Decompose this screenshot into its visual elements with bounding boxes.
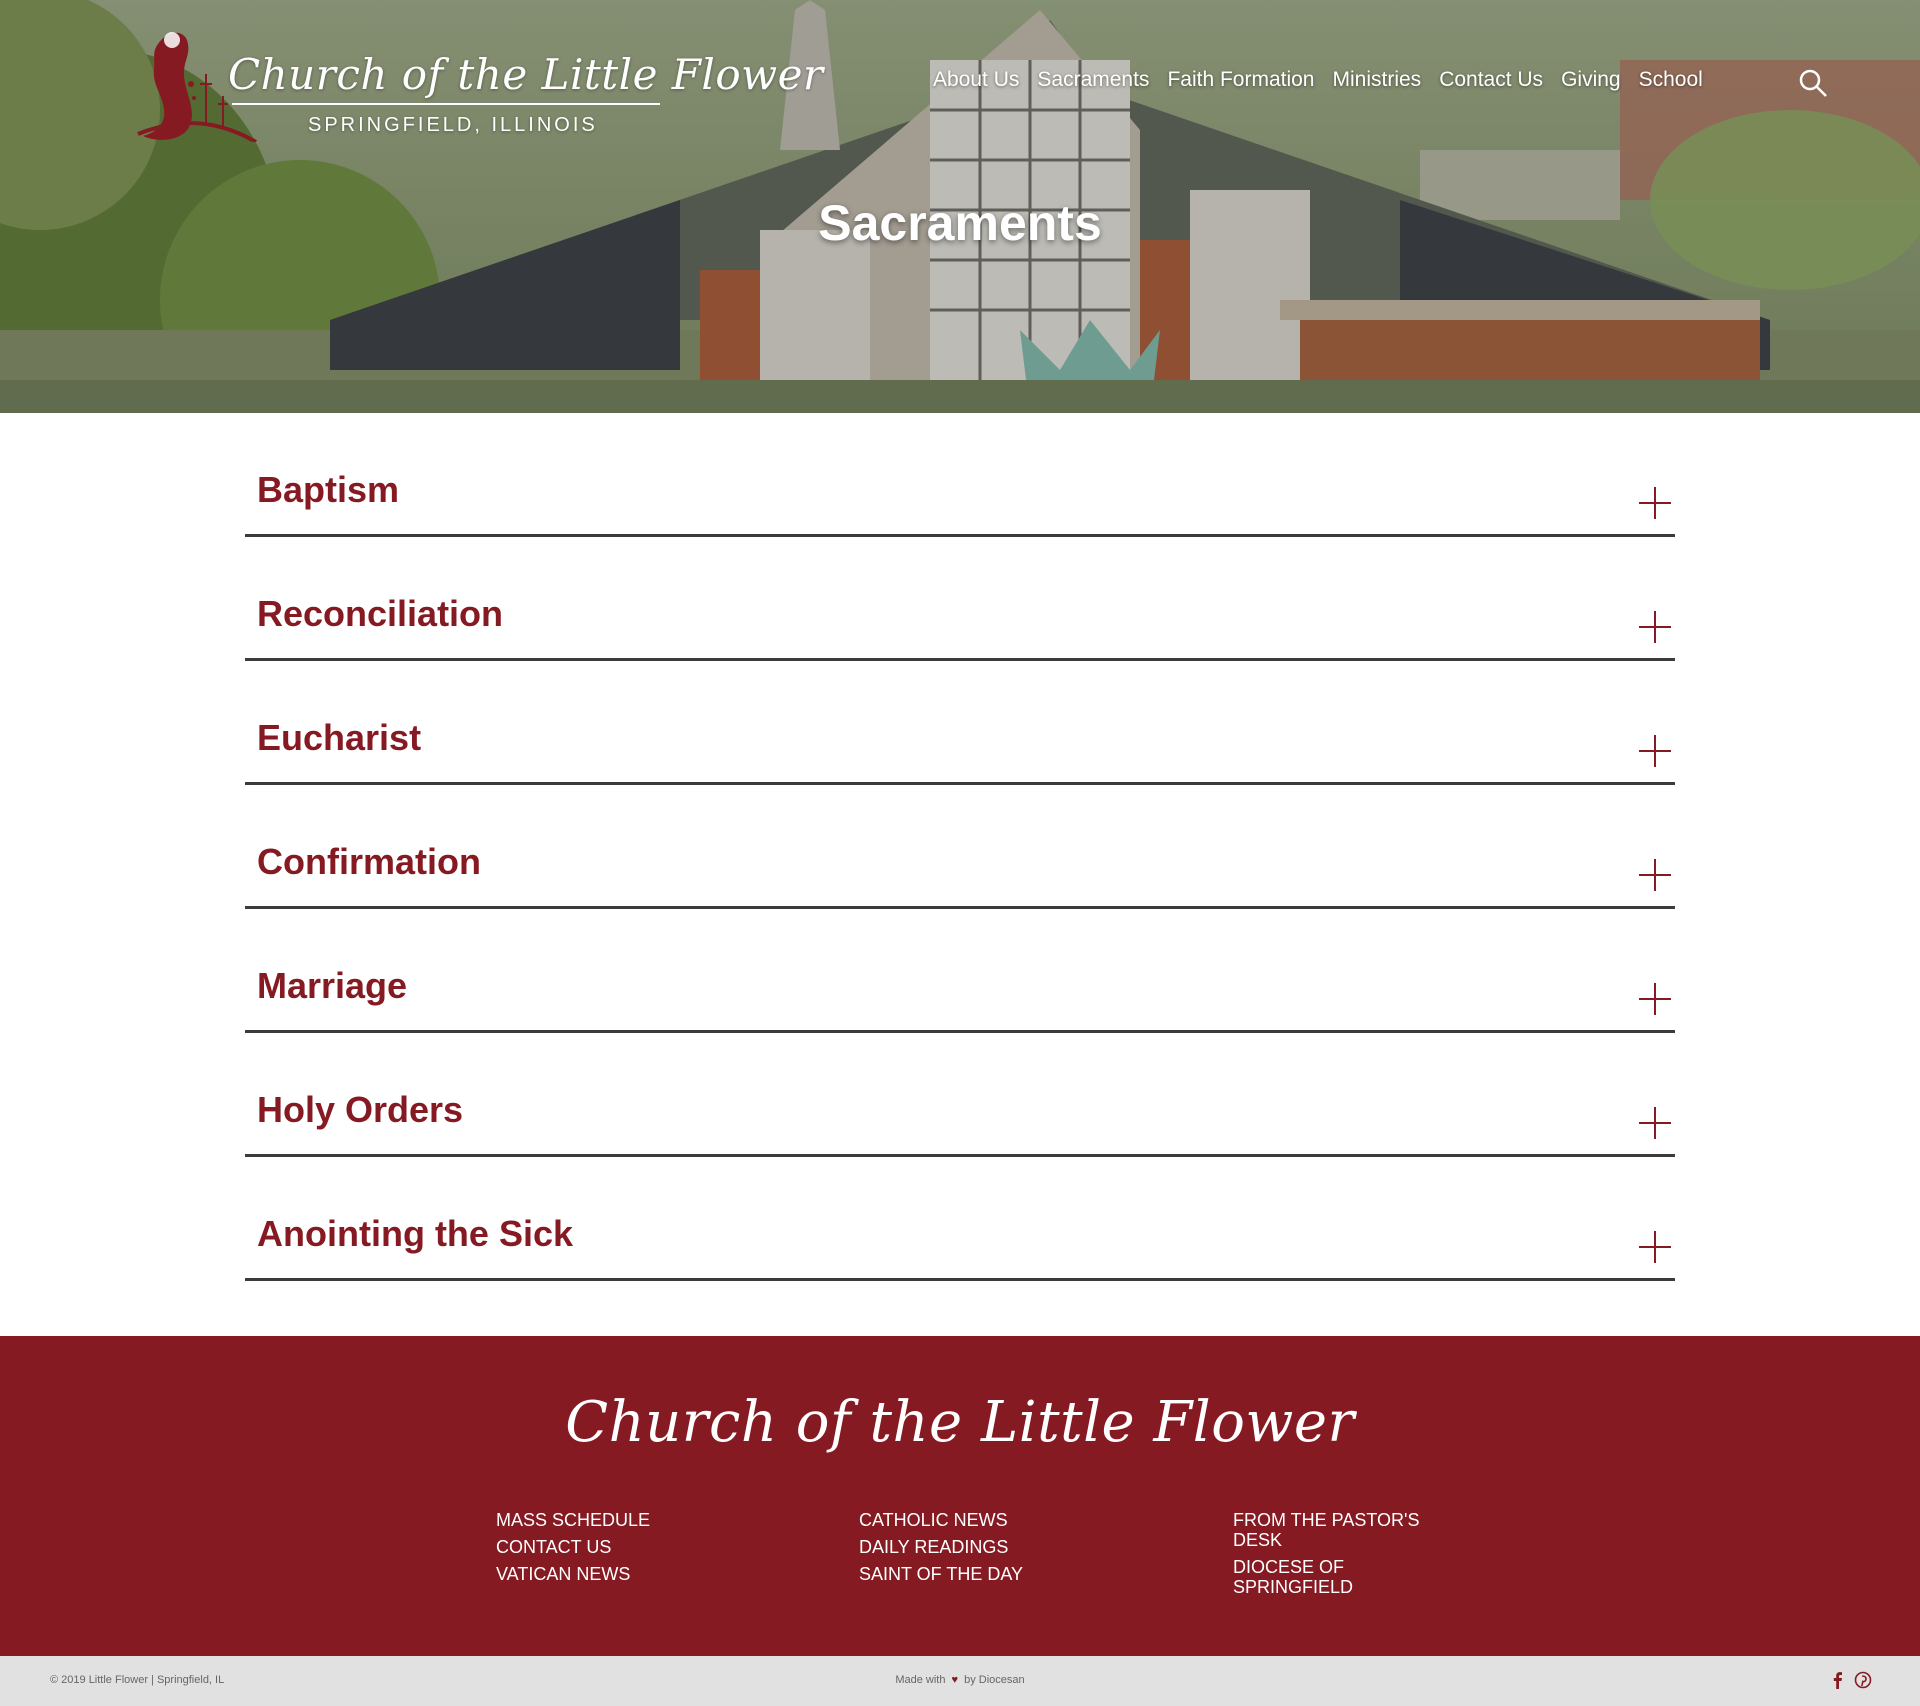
footer-column-2 [859,1510,1099,1591]
accordion-title: Holy Orders [257,1089,464,1130]
nav-item-about-us[interactable]: About Us [933,68,1020,91]
logo-divider [232,103,660,105]
nav-item-school[interactable]: School [1638,68,1703,91]
accordion-title: Baptism [257,469,400,510]
accordion-item-marriage[interactable] [245,909,1675,1033]
made-with-suffix[interactable]: by Diocesan [964,1674,1025,1686]
facebook-icon[interactable] [1830,1671,1846,1689]
pinterest-icon[interactable] [1854,1671,1870,1689]
accordion-item-baptism[interactable] [245,413,1675,537]
made-with-prefix: Made with [895,1674,946,1686]
made-with-credit [0,1674,1920,1686]
accordion-divider [245,1278,1675,1281]
accordion-item-anointing-the-sick[interactable] [245,1157,1675,1281]
site-logo[interactable] [128,24,824,144]
heart-icon: ♥ [951,1674,959,1686]
nav-item-sacraments[interactable]: Sacraments [1037,68,1150,91]
page-title: Sacraments [818,195,1102,251]
nav-item-ministries[interactable]: Ministries [1332,68,1422,91]
hero-banner [0,0,1920,413]
search-icon[interactable] [1798,68,1828,98]
plus-icon[interactable] [1639,983,1671,1015]
accordion-item-eucharist[interactable] [245,661,1675,785]
plus-icon[interactable] [1639,1107,1671,1139]
plus-icon[interactable] [1639,859,1671,891]
accordion-title: Eucharist [257,717,422,758]
footer-link-catholic-news[interactable]: CATHOLIC NEWS [859,1510,1008,1530]
accordion-item-reconciliation[interactable] [245,537,1675,661]
copyright-text: © 2019 Little Flower | Springfield, IL [50,1674,225,1686]
accordion-item-confirmation[interactable] [245,785,1675,909]
social-links [1830,1671,1870,1689]
accordion-title: Confirmation [257,841,481,882]
logo-script-name: Church of the Little Flower [228,50,824,99]
footer-brand: Church of the Little Flower [565,1390,1355,1455]
footer-link-pastors-desk[interactable]: FROM THE PASTOR'S DESK [1233,1510,1420,1550]
logo-location: SPRINGFIELD, ILLINOIS [308,114,598,136]
footer-link-vatican-news[interactable]: VATICAN NEWS [496,1564,631,1584]
site-footer [0,1336,1920,1656]
nav-item-contact-us[interactable]: Contact Us [1439,68,1544,91]
accordion-item-holy-orders[interactable] [245,1033,1675,1157]
plus-icon[interactable] [1639,611,1671,643]
footer-link-daily-readings[interactable]: DAILY READINGS [859,1537,1009,1557]
accordion-title: Reconciliation [257,593,504,634]
plus-icon[interactable] [1639,735,1671,767]
nav-item-giving[interactable]: Giving [1561,68,1621,91]
footer-link-contact-us[interactable]: CONTACT US [496,1537,612,1557]
sacraments-accordion [245,413,1675,1281]
footer-link-diocese-of-springfield[interactable]: DIOCESE OF SPRINGFIELD [1233,1557,1354,1597]
footer-column-3 [1233,1510,1453,1604]
main-nav [924,68,1712,92]
footer-link-mass-schedule[interactable]: MASS SCHEDULE [496,1510,651,1530]
nav-item-faith-formation[interactable]: Faith Formation [1167,68,1315,91]
accordion-title: Anointing the Sick [257,1213,574,1254]
bottom-bar [0,1656,1920,1706]
accordion-title: Marriage [257,965,408,1006]
footer-column-1 [496,1510,736,1591]
plus-icon[interactable] [1639,1231,1671,1263]
plus-icon[interactable] [1639,487,1671,519]
footer-link-saint-of-the-day[interactable]: SAINT OF THE DAY [859,1564,1024,1584]
